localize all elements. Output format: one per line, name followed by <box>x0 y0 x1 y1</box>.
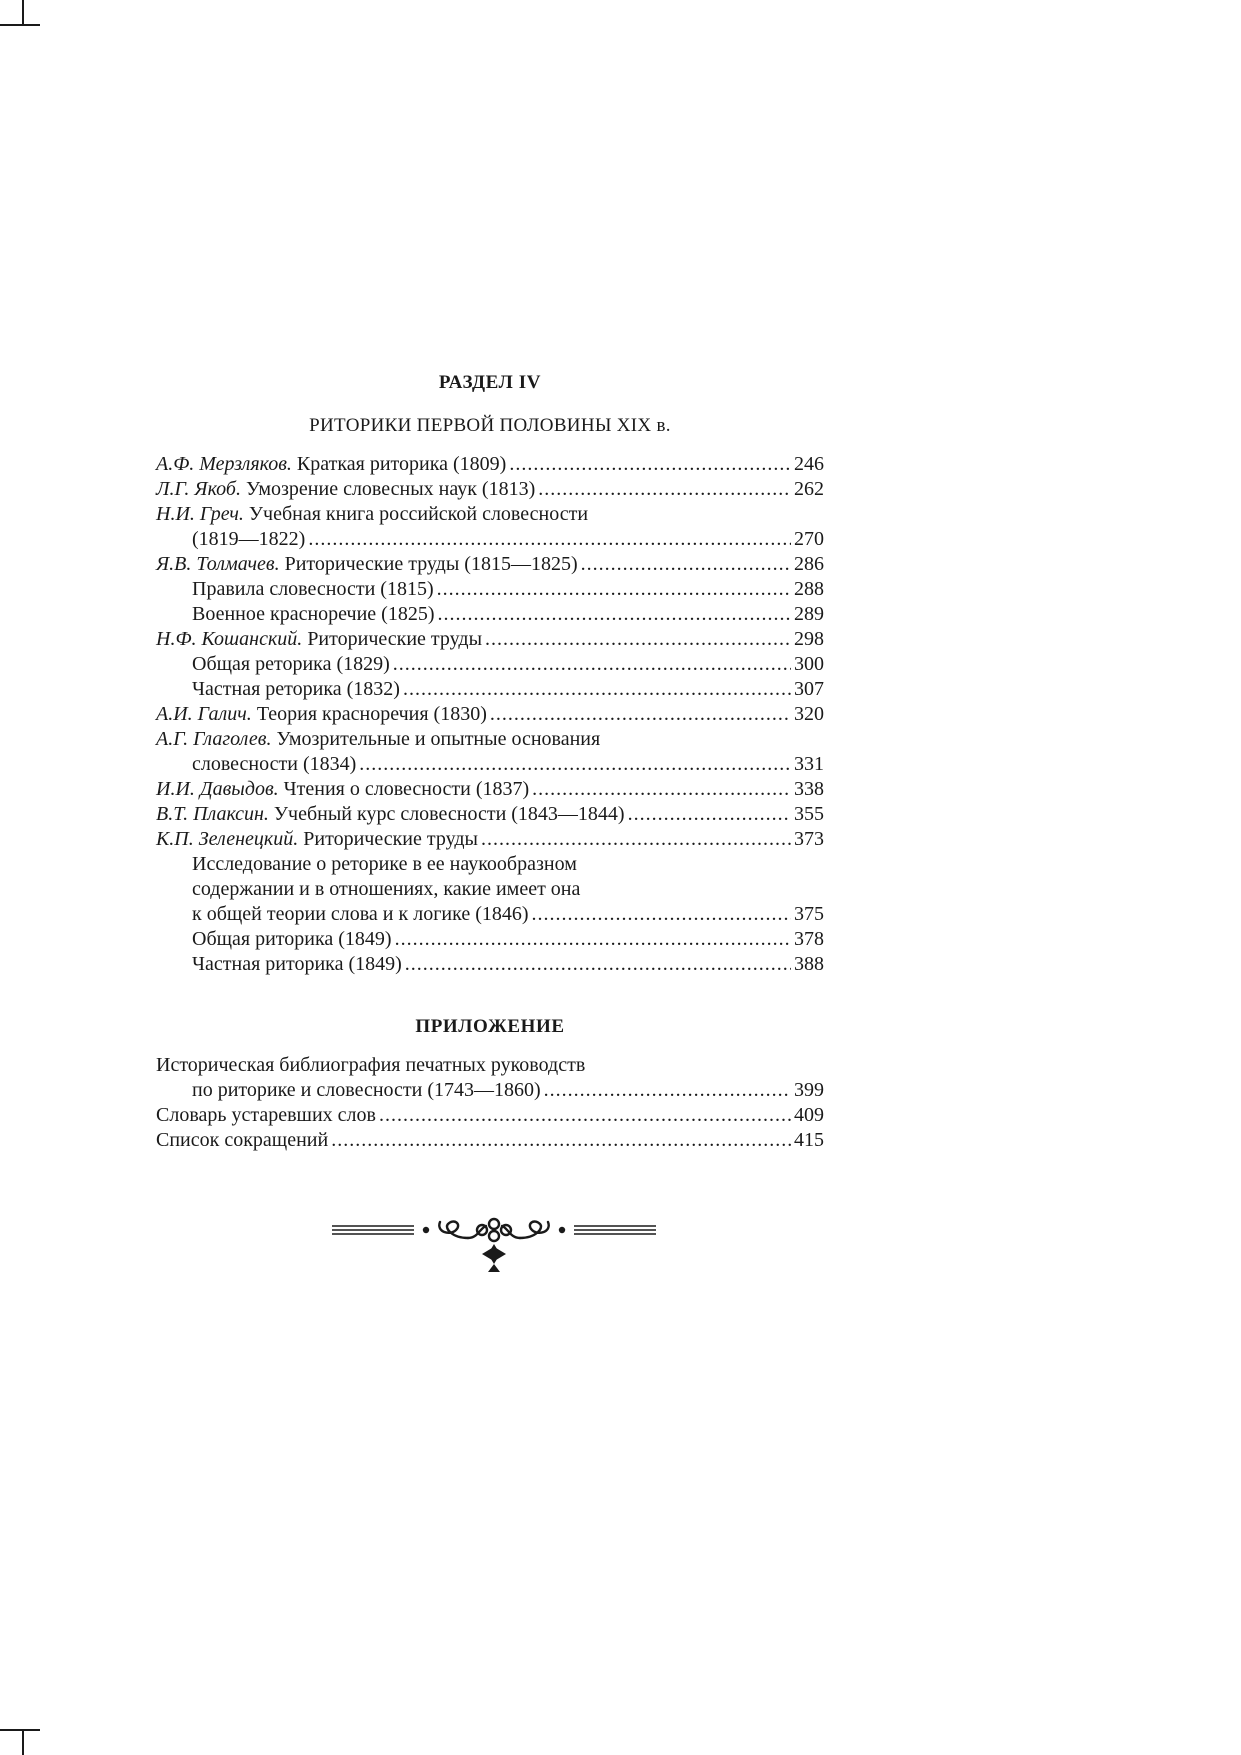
toc-title: Умозрение словесных наук (1813) <box>245 478 536 500</box>
toc-leader <box>485 627 791 652</box>
toc-page: 388 <box>794 953 824 975</box>
toc-leader <box>403 677 791 702</box>
toc-page: 378 <box>794 928 824 950</box>
toc-subentry[interactable] <box>156 652 824 677</box>
toc-page: 286 <box>794 553 824 575</box>
toc-author: Н.Ф. Кошанский. <box>156 628 303 650</box>
toc-page: 399 <box>794 1079 824 1101</box>
toc-page: 246 <box>794 453 824 475</box>
toc-leader <box>379 1103 791 1128</box>
toc-entry[interactable] <box>156 1053 824 1103</box>
toc-title: Чтения о словесности (1837) <box>283 778 530 800</box>
toc-title: Исследование о реторике в ее наукообразном <box>192 853 577 875</box>
toc-leader <box>438 602 792 627</box>
toc-entry[interactable] <box>156 627 824 652</box>
toc-appendix <box>156 1053 824 1153</box>
toc-title: Риторические труды <box>303 828 478 850</box>
toc-subentry[interactable] <box>156 952 824 977</box>
toc-title-continued: словесности (1834) <box>192 753 357 775</box>
toc-title: Правила словесности (1815) <box>192 578 434 600</box>
toc-entry[interactable] <box>156 777 824 802</box>
toc-title: Теория красноречия (1830) <box>256 703 487 725</box>
toc-title: Частная риторика (1849) <box>192 953 402 975</box>
toc-leader <box>395 927 791 952</box>
toc-entry[interactable] <box>156 477 824 502</box>
toc-page: 338 <box>794 778 824 800</box>
toc-leader <box>532 902 791 927</box>
toc-page: 373 <box>794 828 824 850</box>
toc-leader <box>393 652 791 677</box>
toc-page: 270 <box>794 528 824 550</box>
toc-subentry[interactable] <box>156 927 824 952</box>
toc-title: Краткая риторика (1809) <box>296 453 507 475</box>
toc-author: К.П. Зеленецкий. <box>156 828 299 850</box>
crop-mark-top <box>22 0 24 26</box>
toc-title: Общая риторика (1849) <box>192 928 392 950</box>
toc-title: Историческая библиография печатных руководств <box>156 1054 586 1076</box>
toc-section-4 <box>156 452 824 977</box>
toc-entry[interactable] <box>156 1128 824 1153</box>
section-heading: РАЗДЕЛ IV <box>438 372 542 393</box>
toc-author: Н.И. Греч. <box>156 503 244 525</box>
toc-entry[interactable] <box>156 552 824 577</box>
toc-title: Учебный курс словесности (1843—1844) <box>273 803 625 825</box>
toc-title: Учебная книга российской словесности <box>248 503 589 525</box>
toc-page: 355 <box>794 803 824 825</box>
toc-leader <box>532 777 791 802</box>
toc-author: Л.Г. Якоб. <box>156 478 241 500</box>
toc-author: А.Г. Глаголев. <box>156 728 272 750</box>
toc-page: 375 <box>794 903 824 925</box>
toc-title: Риторические труды (1815—1825) <box>284 553 578 575</box>
toc-entry[interactable] <box>156 802 824 827</box>
toc-entry[interactable] <box>156 727 824 777</box>
toc-author: А.И. Галич. <box>156 703 252 725</box>
toc-title-continued: по риторике и словесности (1743—1860) <box>192 1079 541 1101</box>
floral-divider-icon <box>328 1216 660 1286</box>
toc-subentry[interactable] <box>156 852 824 927</box>
toc-leader <box>509 452 791 477</box>
toc-leader <box>359 752 791 777</box>
appendix-heading: ПРИЛОЖЕНИЕ <box>415 1016 565 1037</box>
toc-leader <box>405 952 791 977</box>
toc-title-continued: (1819—1822) <box>192 528 306 550</box>
toc-page: 331 <box>794 753 824 775</box>
toc-leader <box>490 702 791 727</box>
toc-author: И.И. Давыдов. <box>156 778 279 800</box>
toc-leader <box>544 1078 791 1103</box>
toc-leader <box>331 1128 791 1153</box>
toc-leader <box>628 802 791 827</box>
toc-entry[interactable] <box>156 1103 824 1128</box>
crop-mark-bottom <box>0 1729 40 1731</box>
toc-page: 288 <box>794 578 824 600</box>
toc-author: Я.В. Толмачев. <box>156 553 280 575</box>
crop-mark-top <box>0 24 40 26</box>
toc-leader <box>437 577 791 602</box>
toc-page: 409 <box>794 1104 824 1126</box>
toc-entry[interactable] <box>156 702 824 727</box>
crop-mark-bottom <box>22 1731 24 1755</box>
toc-entry[interactable] <box>156 452 824 477</box>
toc-title: содержании и в отношениях, какие имеет она <box>192 878 581 900</box>
toc-entry[interactable] <box>156 502 824 552</box>
toc-title: Военное красноречие (1825) <box>192 603 435 625</box>
toc-title: Риторические труды <box>307 628 482 650</box>
toc-title: Словарь устаревших слов <box>156 1104 376 1126</box>
toc-title: Общая реторика (1829) <box>192 653 390 675</box>
toc-page: 415 <box>794 1129 824 1151</box>
toc-leader <box>538 477 791 502</box>
toc-leader <box>308 527 791 552</box>
toc-page: 262 <box>794 478 824 500</box>
toc-page: 298 <box>794 628 824 650</box>
toc-page: 320 <box>794 703 824 725</box>
toc-title: Умозрительные и опытные основания <box>276 728 601 750</box>
toc-page: 289 <box>794 603 824 625</box>
toc-title: Частная реторика (1832) <box>192 678 400 700</box>
toc-title: Список сокращений <box>156 1129 329 1151</box>
toc-leader <box>481 827 791 852</box>
toc-author: В.Т. Плаксин. <box>156 803 269 825</box>
toc-page: 300 <box>794 653 824 675</box>
toc-subentry[interactable] <box>156 677 824 702</box>
section-subheading: РИТОРИКИ ПЕРВОЙ ПОЛОВИНЫ XIX в. <box>309 415 671 436</box>
toc-page: 307 <box>794 678 824 700</box>
toc-entry[interactable] <box>156 827 824 852</box>
toc-title: к общей теории слова и к логике (1846) <box>192 903 529 925</box>
toc-subentry[interactable] <box>156 577 824 602</box>
toc-leader <box>581 552 791 577</box>
toc-author: А.Ф. Мерзляков. <box>156 453 292 475</box>
toc-subentry[interactable] <box>156 602 824 627</box>
